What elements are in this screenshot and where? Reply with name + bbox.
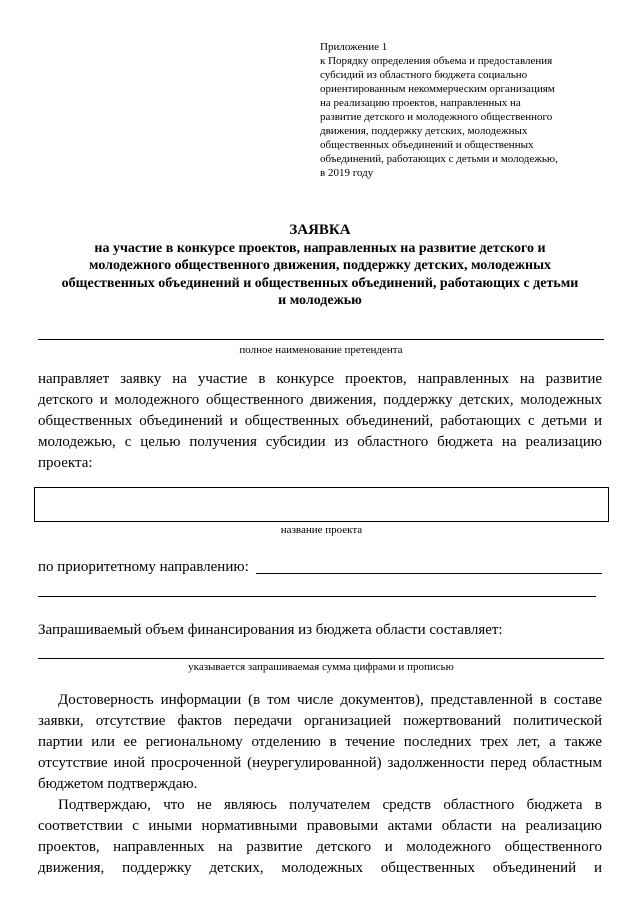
- paragraph-line: заявки, отсутствие фактов передачи организацией пожертвований политической: [38, 713, 602, 729]
- title-line: общественных объединений и общественных объединений, работающих с детьми: [61, 275, 579, 291]
- title-main: ЗАЯВКА: [289, 222, 351, 238]
- appendix-line: к Порядку определения объема и предоставления: [320, 55, 553, 67]
- appendix-line: общественных объединений и общественных: [320, 139, 534, 151]
- title-line: молодежного общественного движения, поддержку детских, молодежных: [88, 258, 552, 273]
- appendix-line: развитие детского и молодежного общественного: [320, 111, 553, 123]
- title-line: на участие в конкурсе проектов, направленных на развитие детского и: [94, 240, 546, 256]
- paragraph-line: общественных объединений и общественных объединений, работающих с детьми и: [38, 413, 602, 429]
- appendix-block: [320, 40, 610, 180]
- paragraph-line: проектов, направленных на развитие детского и молодежного общественного: [38, 839, 602, 855]
- paragraph-line: отсутствие иной просроченной (неурегулированной) задолженности перед областным: [38, 755, 602, 771]
- paragraph-line: соответствии с иными нормативными правовыми актами области на реализацию: [38, 818, 602, 834]
- priority-label: по приоритетному направлению:: [38, 559, 249, 575]
- reliability-paragraph: [38, 690, 602, 795]
- paragraph-line: движения, поддержку детских, молодежных общественных объединений и: [38, 860, 602, 876]
- request-paragraph: [38, 369, 602, 474]
- funding-label: Запрашиваемый объем финансирования из бюджета области составляет:: [38, 622, 503, 638]
- appendix-line: ориентированным некоммерческим организациям: [320, 83, 555, 95]
- paragraph-line: Достоверность информации (в том числе документов), представленной в составе: [58, 692, 602, 708]
- appendix-line: в 2019 году: [320, 167, 374, 179]
- appendix-line: движения, поддержку детских, молодежных: [320, 125, 528, 137]
- title-line: и молодежью: [278, 293, 362, 308]
- paragraph-line: бюджетом подтверждаю.: [38, 776, 198, 792]
- appendix-line: субсидий из областного бюджета социально: [320, 69, 528, 81]
- amount-caption: указывается запрашиваемая сумма цифрами и прописью: [188, 661, 454, 673]
- appendix-line: объединений, работающих с детьми и молодежью,: [320, 153, 558, 165]
- paragraph-line: молодежью, с целью получения субсидии из областного бюджета на реализацию: [38, 434, 602, 450]
- appendix-line: Приложение 1: [320, 41, 388, 53]
- priority-field-continued[interactable]: [38, 596, 596, 597]
- priority-field[interactable]: [256, 573, 602, 574]
- project-name-field[interactable]: [34, 487, 609, 522]
- paragraph-line: детского и молодежного общественного движения, поддержку детских, молодежных: [38, 392, 602, 408]
- paragraph-line: проекта:: [38, 455, 93, 471]
- appendix-line: на реализацию проектов, направленных на: [320, 97, 521, 109]
- applicant-name-field[interactable]: [38, 339, 604, 340]
- amount-field[interactable]: [38, 658, 604, 659]
- paragraph-line: Подтверждаю, что не являюсь получателем средств областного бюджета в: [58, 797, 602, 813]
- document-title: [30, 222, 610, 310]
- paragraph-line: направляет заявку на участие в конкурсе проектов, направленных на развитие: [38, 371, 602, 387]
- paragraph-line: партии или ее региональному отделению в течение последних трех лет, а также: [38, 734, 602, 750]
- confirm-paragraph: [38, 795, 602, 879]
- applicant-caption: полное наименование претендента: [239, 344, 403, 356]
- project-caption: название проекта: [280, 524, 363, 536]
